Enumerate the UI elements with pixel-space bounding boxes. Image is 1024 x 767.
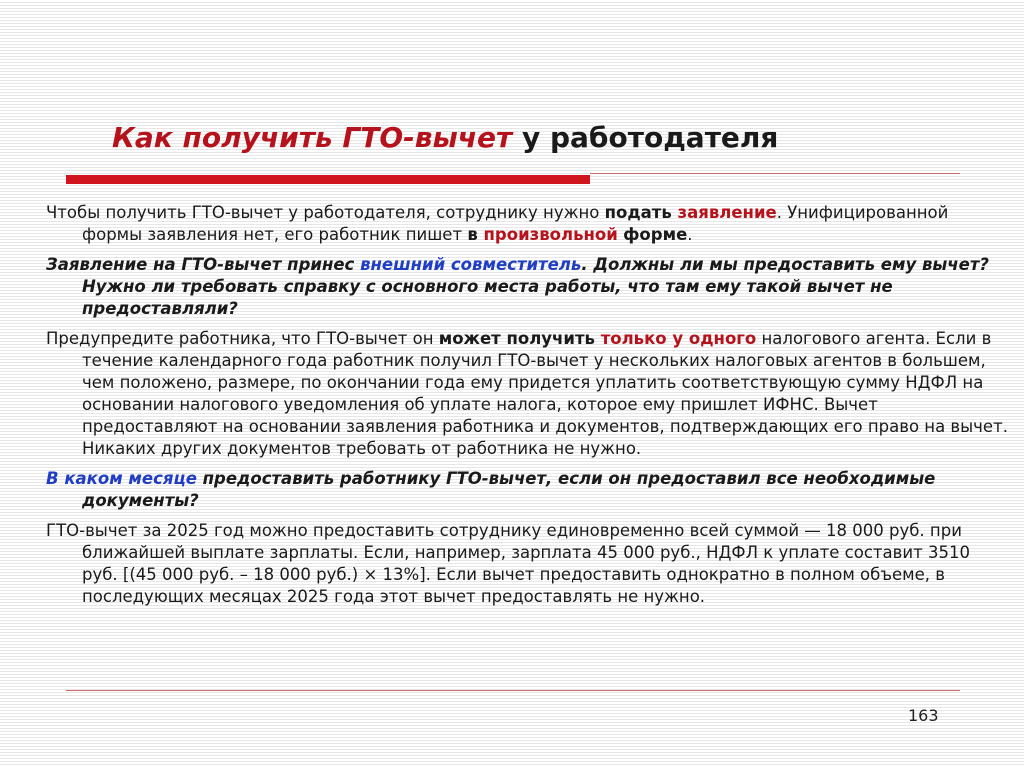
question-highlight-blue: В каком месяце xyxy=(46,469,197,488)
slide-content xyxy=(46,202,1008,616)
text-highlight-red: заявление xyxy=(677,203,777,222)
question-text: . Должны ли мы предоставить ему вычет? Нужно ли требовать справку с основного места работы, что там ему такой вычет не предоставляли? xyxy=(82,255,989,318)
text-bold: подать xyxy=(604,203,678,222)
title-highlight: Как получить ГТО-вычет xyxy=(112,121,513,154)
text-segment: . xyxy=(687,225,693,244)
slide-title xyxy=(112,120,972,156)
text-highlight-red: произвольной xyxy=(483,225,618,244)
text-bold: форме xyxy=(623,225,688,244)
question-text: Заявление на ГТО-вычет принес xyxy=(46,255,361,274)
text-bold: может получить xyxy=(438,329,601,348)
text-segment: налогового агента. Если в течение календарного года работник получил ГТО-вычет у нескольких налоговых агентов в большем, чем положено, размере, по окончании года ему придется уплатить соответствующую сумму НДФЛ на основании налогового уведомления об уплате налога, которое ему пришлет ИФНС. Вычет предоставляют на основании заявления работника и документов, подтверждающих его право на вычет. Никаких других документов требовать от работника не нужно. xyxy=(82,329,1008,458)
text-segment: Чтобы получить ГТО-вычет у работодателя, сотруднику нужно xyxy=(46,203,605,222)
footer-divider xyxy=(66,690,960,691)
text-highlight-red: только у одного xyxy=(600,329,757,348)
question-external-worker xyxy=(46,254,1008,320)
text-segment: . Унифицированной формы заявления нет, его работник пишет xyxy=(82,203,949,244)
question-text: предоставить работнику ГТО-вычет, если он предоставил все необходимые документы? xyxy=(82,469,936,510)
title-underline-thick xyxy=(66,175,590,184)
question-which-month xyxy=(46,468,1008,512)
page-number: 163 xyxy=(908,706,939,725)
paragraph-example-2025 xyxy=(46,520,1008,608)
text-segment: Предупредите работника, что ГТО-вычет он xyxy=(46,329,439,348)
text-bold: в xyxy=(467,225,484,244)
question-highlight-blue: внешний совместитель xyxy=(360,255,582,274)
title-rest: у работодателя xyxy=(512,121,779,154)
paragraph-application xyxy=(46,202,1008,246)
paragraph-one-agent xyxy=(46,328,1008,460)
text-segment: ГТО-вычет за 2025 год можно предоставить сотруднику единовременно всей суммой — 18 000 руб. при ближайшей выплате зарплаты. Если, например, зарплата 45 000 руб., НДФЛ к уплате составит 3510 руб. [(45 000 руб. – 18 000 руб.) × 13%]. Если вычет предоставить однократно в полном объеме, в последующих месяцах 2025 года этот вычет предоставлять не нужно. xyxy=(46,521,970,606)
title-underline-thin xyxy=(590,173,960,174)
